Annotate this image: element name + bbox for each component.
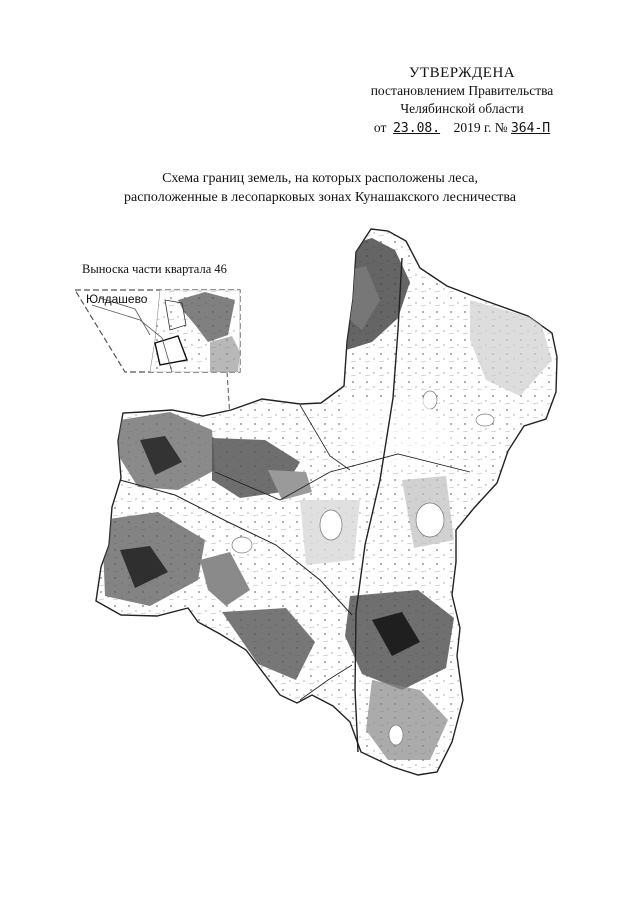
callout-label: Выноска части квартала 46 [82,262,227,276]
callout-inset [75,290,240,372]
date-prefix: от [373,120,387,135]
approval-title: УТВЕРЖДЕНА [408,65,516,81]
year-text: 2019 г. № [453,120,508,135]
heading-line-1: Схема границ земель, на которых расположены леса, [162,171,478,186]
heading-line-2: расположенные в лесопарковых зонах Кунашакского лесничества [124,190,516,205]
approval-line-1: постановлением Правительства [370,83,554,98]
number-value: 364-П [510,121,551,136]
place-name-label: Юлдашево [86,292,148,306]
date-value: 23.08. [393,121,441,136]
approval-line-2: Челябинской области [400,101,524,116]
